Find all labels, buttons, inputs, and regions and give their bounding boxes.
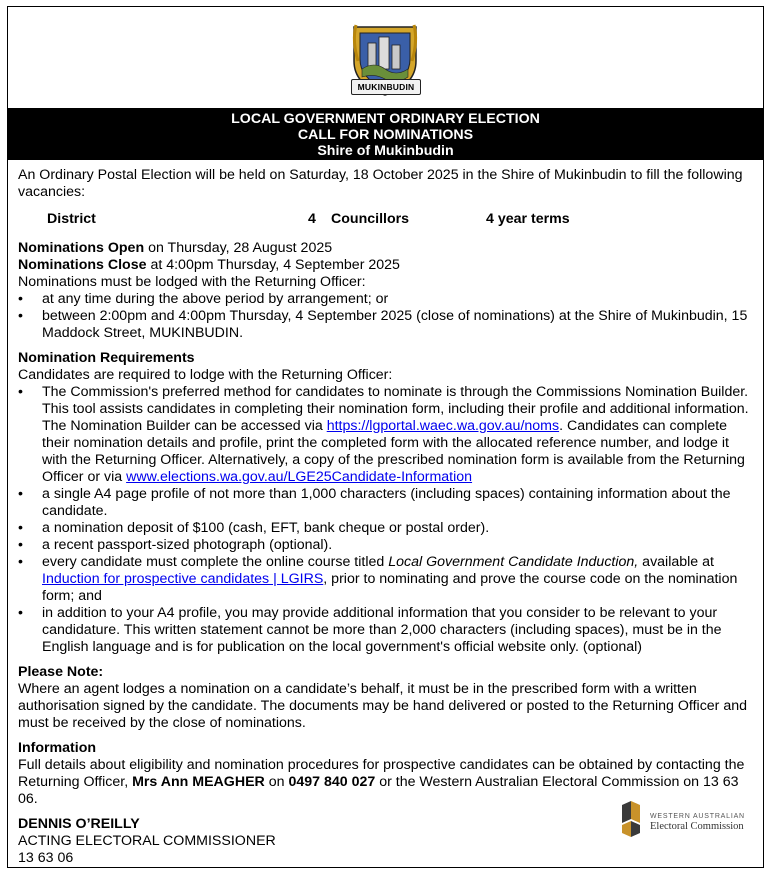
notice-body	[18, 167, 758, 867]
weac-line1: WESTERN AUSTRALIAN	[650, 813, 745, 820]
nominations-open: Nominations Open on Thursday, 28 August 2025	[18, 240, 333, 256]
weac-logo	[620, 801, 760, 841]
information-heading: Information	[18, 740, 97, 756]
vacancy-role: Councillors	[331, 211, 410, 227]
nominations-lodged: Nominations must be lodged with the Returning Officer:	[18, 274, 366, 290]
requirements-heading: Nomination Requirements	[18, 350, 195, 366]
signatory-title: ACTING ELECTORAL COMMISSIONER	[18, 833, 276, 849]
requirements-intro: Candidates are required to lodge with the Returning Officer:	[18, 367, 393, 383]
vacancy-count: 4	[308, 211, 316, 227]
intro-text: An Ordinary Postal Election will be held on Saturday, 18 October 2025 in the Shire of Mukinbudin to fill the following vacancies:	[18, 167, 743, 200]
candidate-information-link[interactable]: www.elections.wa.gov.au/LGE25Candidate-Information	[126, 469, 473, 485]
list-item: • a single A4 page profile of not more than 1,000 characters (including spaces) containing information about the candidate.	[18, 486, 731, 519]
list-item: • every candidate must complete the online course titled Local Government Candidate Induction, available at Induction for prospective candidates | LGIRS, prior to nominating and prove the course code on the nomination form; and	[18, 554, 738, 604]
vacancy-district: District	[47, 211, 96, 227]
header-logo-area	[8, 7, 763, 105]
banner-title: LOCAL GOVERNMENT ORDINARY ELECTION	[231, 111, 540, 127]
crest-name-band: MUKINBUDIN	[351, 79, 421, 95]
weac-emblem-icon	[620, 801, 642, 837]
nomination-portal-link[interactable]: https://lgportal.waec.wa.gov.au/noms	[326, 418, 560, 434]
list-item: • between 2:00pm and 4:00pm Thursday, 4 September 2025 (close of nominations) at the Shire of Mukinbudin, 15 Maddock Street, MUKINBUDIN.	[18, 308, 748, 341]
list-item: • The Commission's preferred method for candidates to nominate is through the Commissions Nomination Builder. This tool assists candidates in completing their nomination form, including their profile and additional information. The Nomination Builder can be accessed via https://lgportal.waec.wa.gov.au/noms. Candidates can complete their nomination details and profile, print the completed form with the allocated reference number, and lodge it with the Returning Officer. Alternatively, a copy of the prescribed nomination form is available from the Returning Officer or via www.elections.wa.gov.au/LGE25Candidate-Information	[18, 384, 749, 485]
please-note-text: Where an agent lodges a nomination on a candidate’s behalf, it must be in the prescribed form with a written authorisation signed by the candidate. The documents may be hand delivered or posted to the Returning Officer and must be received by the close of nominations.	[18, 681, 748, 731]
lodgement-list	[18, 291, 758, 342]
banner-shire: Shire of Mukinbudin	[317, 143, 454, 159]
nominations-close: Nominations Close at 4:00pm Thursday, 4 September 2025	[18, 257, 400, 273]
information-text: Full details about eligibility and nomination procedures for prospective candidates can be obtained by contacting the Returning Officer, Mrs Ann MEAGHER on 0497 840 027 or the Western Australian Electoral Commission on 13 63 06.	[18, 757, 745, 807]
list-item: • in addition to your A4 profile, you may provide additional information that you consider to be relevant to your candidature. This written statement cannot be more than 2,000 characters (including spaces), must be in the English language and is for publication on the local government's official website only. (optional)	[18, 605, 722, 655]
banner-subtitle: CALL FOR NOMINATIONS	[297, 127, 474, 143]
list-item: • a nomination deposit of $100 (cash, EFT, bank cheque or postal order).	[18, 520, 490, 536]
induction-course-link[interactable]: Induction for prospective candidates | LGIRS	[42, 571, 324, 587]
signatory-phone: 13 63 06	[18, 850, 74, 866]
weac-line2: Electoral Commission	[650, 821, 744, 832]
signatory-name: DENNIS O’REILLY	[18, 816, 140, 832]
please-note-heading: Please Note:	[18, 664, 104, 680]
list-item: • at any time during the above period by arrangement; or	[18, 291, 389, 307]
election-notice	[7, 6, 764, 868]
vacancy-row	[18, 211, 758, 228]
vacancy-term: 4 year terms	[486, 211, 570, 227]
title-banner	[8, 108, 763, 160]
list-item: • a recent passport-sized photograph (optional).	[18, 537, 333, 553]
requirements-list	[18, 384, 758, 656]
